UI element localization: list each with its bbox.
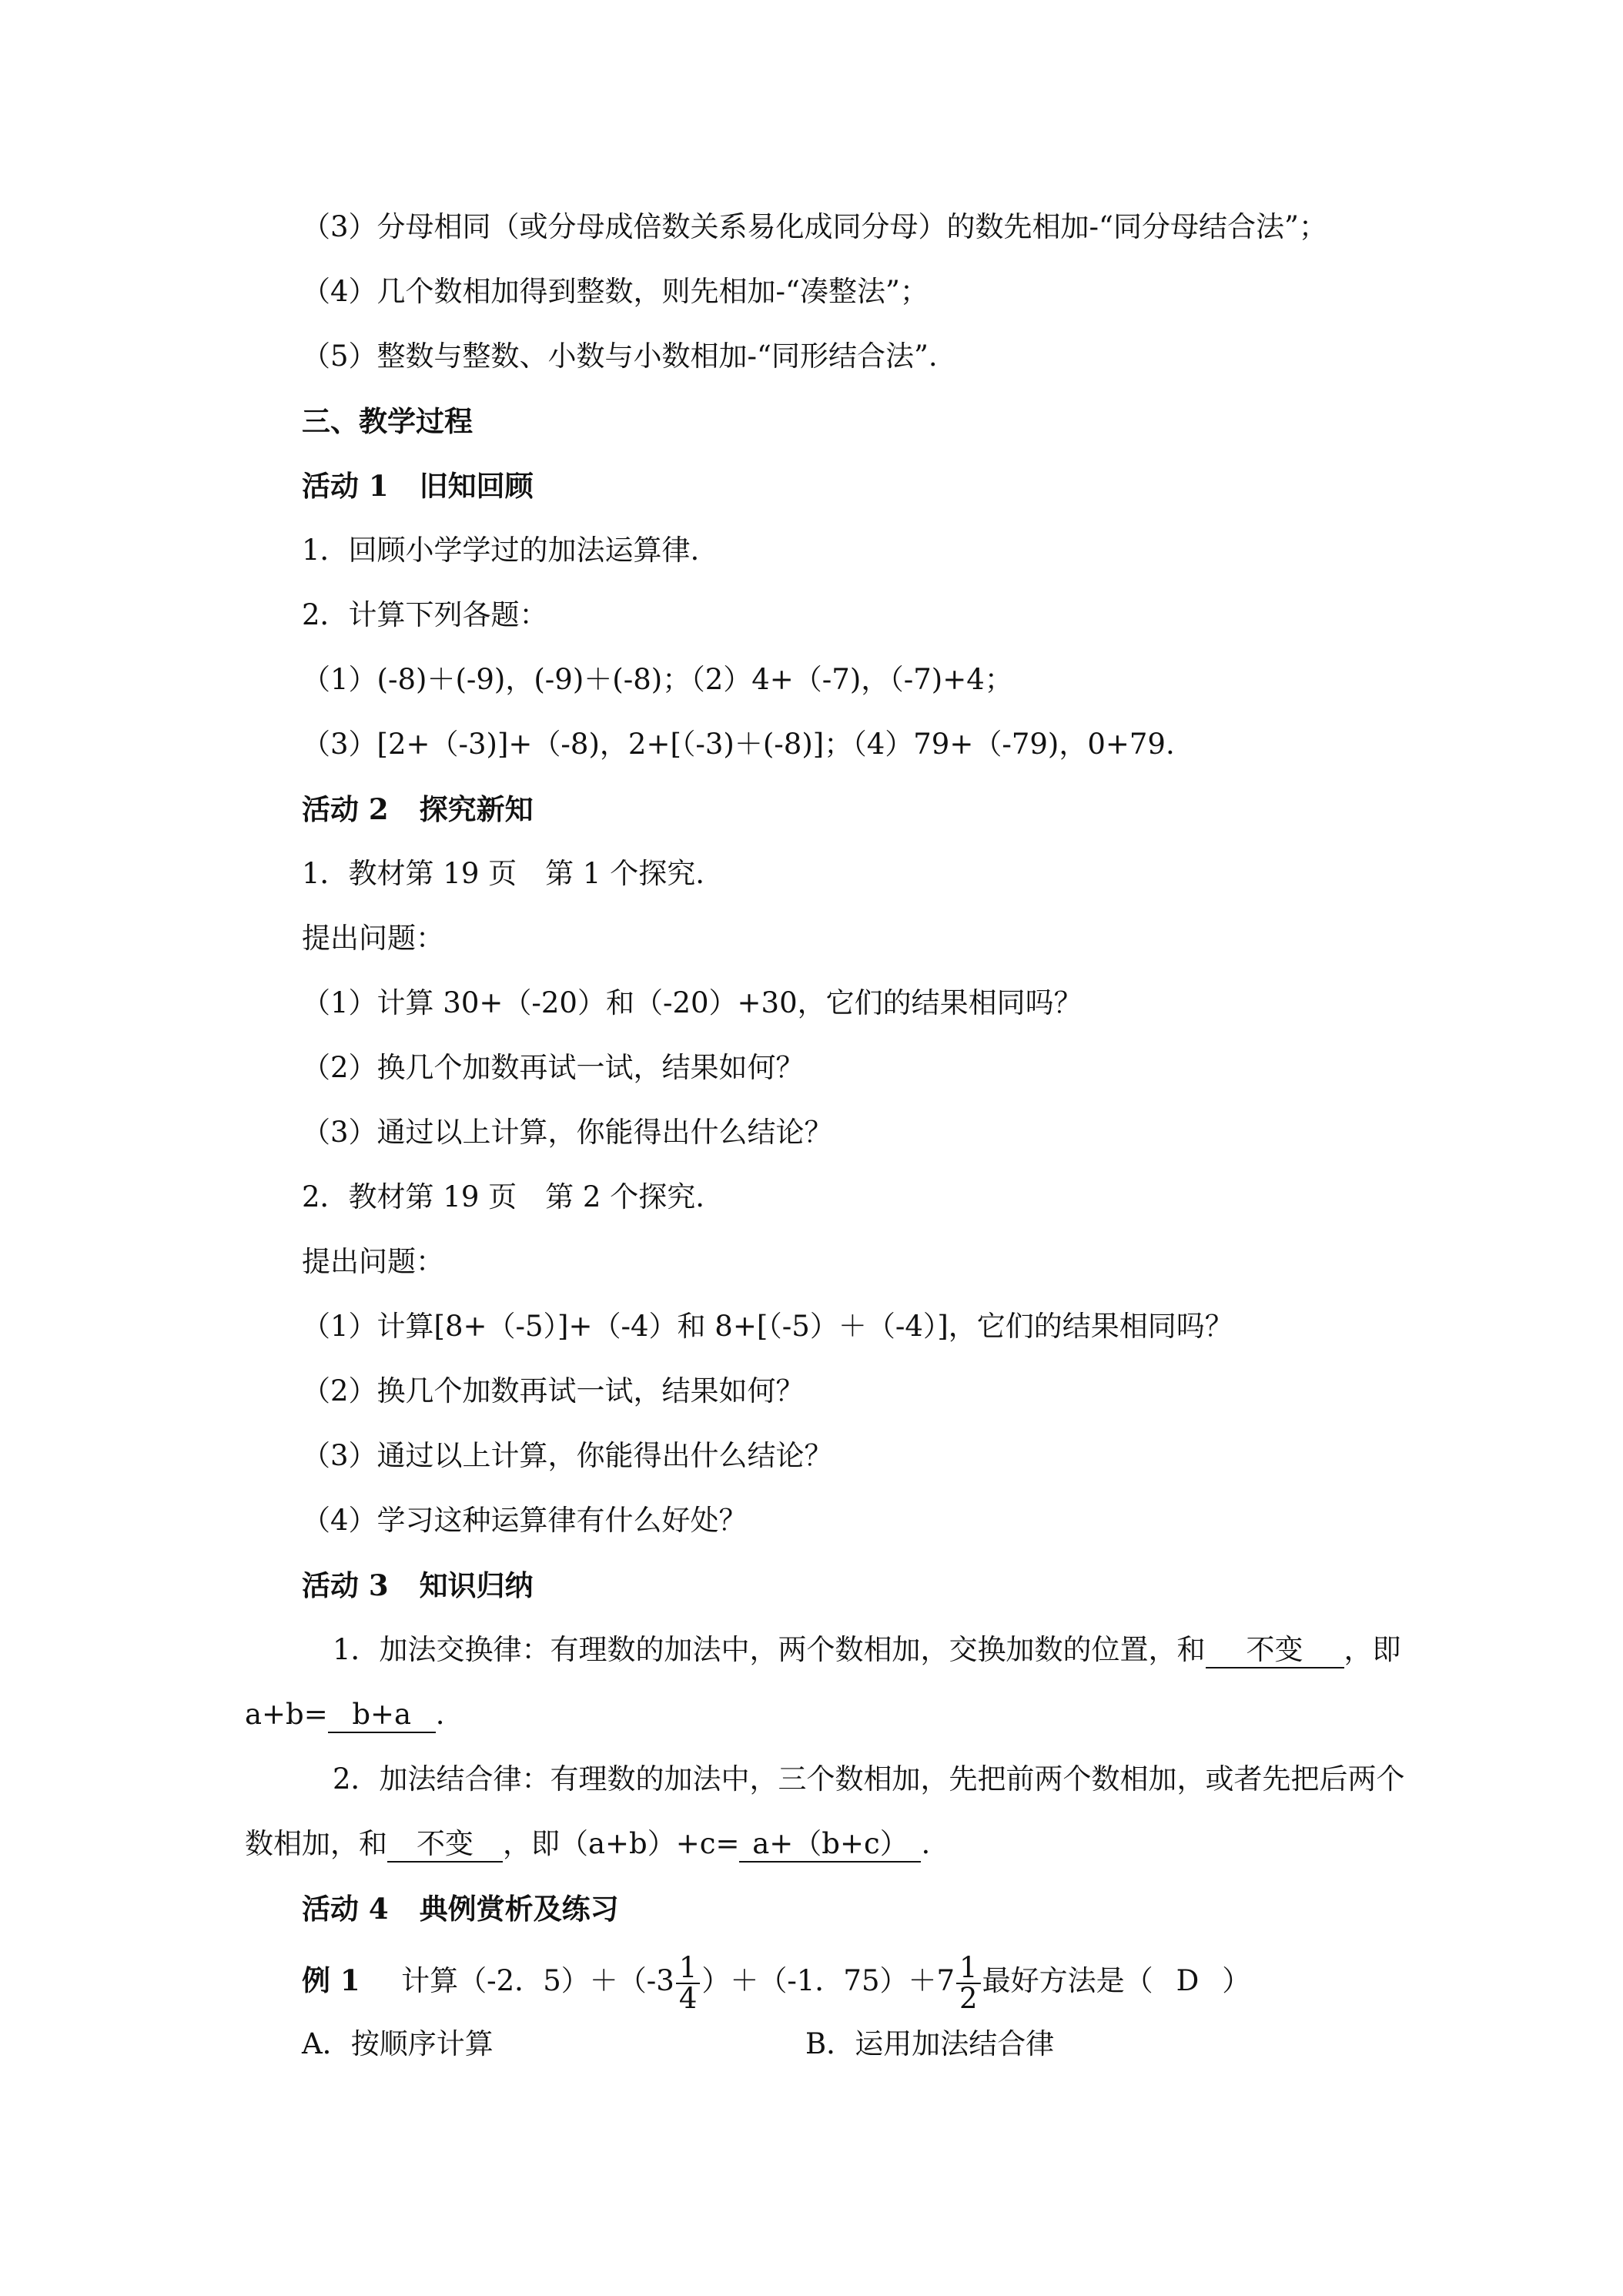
activity-1-heading bbox=[302, 467, 534, 505]
text-line: （3）通过以上计算，你能得出什么结论？ bbox=[302, 1116, 833, 1149]
section-heading: 三、教学过程 bbox=[302, 404, 473, 438]
fill-blank: 不变 bbox=[387, 1827, 503, 1863]
activity-name: 探究新知 bbox=[419, 792, 534, 826]
text-line: 2．加法结合律：有理数的加法中，三个数相加，先把前两个数相加，或者先把后两个 bbox=[333, 1762, 1405, 1796]
example-label: 例 1 bbox=[302, 1963, 360, 1997]
text-line: 1．回顾小学学过的加法运算律. bbox=[302, 534, 700, 567]
text-span: 1．加法交换律：有理数的加法中，两个数相加，交换加数的位置，和 bbox=[333, 1633, 1206, 1666]
activity-2-heading bbox=[302, 790, 534, 828]
option-b: B．运用加法结合律 bbox=[805, 2027, 1055, 2060]
text-line: （2）换几个加数再试一试，结果如何？ bbox=[302, 1374, 805, 1407]
activity-name: 典例赏析及练习 bbox=[419, 1892, 619, 1926]
text-span: . bbox=[921, 1827, 931, 1860]
activity-3-heading bbox=[302, 1566, 534, 1605]
fraction-numerator: 1 bbox=[956, 1953, 981, 1984]
fraction-one-quarter bbox=[676, 1950, 701, 2015]
text-line: （5）整数与整数、小数与小数相加-“同形结合法”. bbox=[302, 340, 938, 373]
text-span: . bbox=[435, 1698, 445, 1731]
activity-title: 活动 1 bbox=[302, 469, 389, 503]
fraction-numerator: 1 bbox=[676, 1953, 701, 1984]
text-line bbox=[245, 1695, 445, 1734]
text-line: 2．计算下列各题： bbox=[302, 598, 548, 631]
text-span: ，即 bbox=[1344, 1633, 1401, 1666]
text-line: （3）通过以上计算，你能得出什么结论？ bbox=[302, 1439, 833, 1472]
activity-title: 活动 4 bbox=[302, 1892, 389, 1926]
text-line: （4）学习这种运算律有什么好处？ bbox=[302, 1504, 748, 1537]
text-line: （1）计算 30+（-20）和（-20）+30，它们的结果相同吗？ bbox=[302, 986, 1083, 1019]
text-line: （2）换几个加数再试一试，结果如何？ bbox=[302, 1051, 805, 1084]
text-line: 2．教材第 19 页 第 2 个探究. bbox=[302, 1180, 704, 1213]
text-line: （3）分母相同（或分母成倍数关系易化成同分母）的数先相加-“同分母结合法”； bbox=[302, 210, 1327, 243]
fill-blank: b+a bbox=[328, 1698, 436, 1733]
text-span: ） bbox=[1222, 1964, 1251, 1997]
text-span: a+b= bbox=[245, 1698, 328, 1731]
example-1-line bbox=[302, 1943, 1250, 2018]
fill-blank: a+（b+c） bbox=[739, 1827, 921, 1863]
activity-name: 知识归纳 bbox=[419, 1568, 534, 1602]
text-line bbox=[333, 1631, 1401, 1669]
text-line: （4）几个数相加得到整数，则先相加-“凑整法”； bbox=[302, 275, 929, 308]
text-line: 提出问题： bbox=[302, 1245, 444, 1278]
text-span: ）＋（-1．75）＋7 bbox=[701, 1964, 955, 1997]
option-a: A．按顺序计算 bbox=[302, 2027, 494, 2060]
fill-blank: 不变 bbox=[1206, 1633, 1344, 1668]
answer-letter: D bbox=[1176, 1964, 1200, 1997]
text-line: （1）计算[8+（-5）]+（-4）和 8+[（-5）＋（-4）]，它们的结果相同吗？ bbox=[302, 1310, 1233, 1343]
fraction-denominator: 2 bbox=[959, 1981, 978, 2015]
activity-name: 旧知回顾 bbox=[419, 469, 534, 503]
fraction-one-half bbox=[956, 1950, 981, 2015]
text-line: （3）[2+（-3)]+（-8)，2+[（-3)＋(-8)]；（4）79+（-79)，0+79. bbox=[302, 728, 1175, 761]
text-line: 提出问题： bbox=[302, 922, 444, 955]
text-line bbox=[245, 1825, 930, 1863]
fraction-denominator: 4 bbox=[678, 1981, 698, 2015]
text-span: 计算（-2．5）＋（-3 bbox=[401, 1964, 674, 1997]
text-line: （1）(-8)＋(-9)，(-9)＋(-8)；（2）4+（-7)，（-7)+4； bbox=[302, 663, 1013, 696]
text-span: ，即（a+b）+c= bbox=[503, 1827, 740, 1860]
activity-4-heading bbox=[302, 1889, 619, 1928]
activity-title: 活动 2 bbox=[302, 792, 389, 826]
text-span: 数相加，和 bbox=[245, 1827, 387, 1860]
text-line: 1．教材第 19 页 第 1 个探究. bbox=[302, 857, 704, 890]
text-span: 最好方法是（ bbox=[982, 1964, 1153, 1997]
activity-title: 活动 3 bbox=[302, 1568, 389, 1602]
